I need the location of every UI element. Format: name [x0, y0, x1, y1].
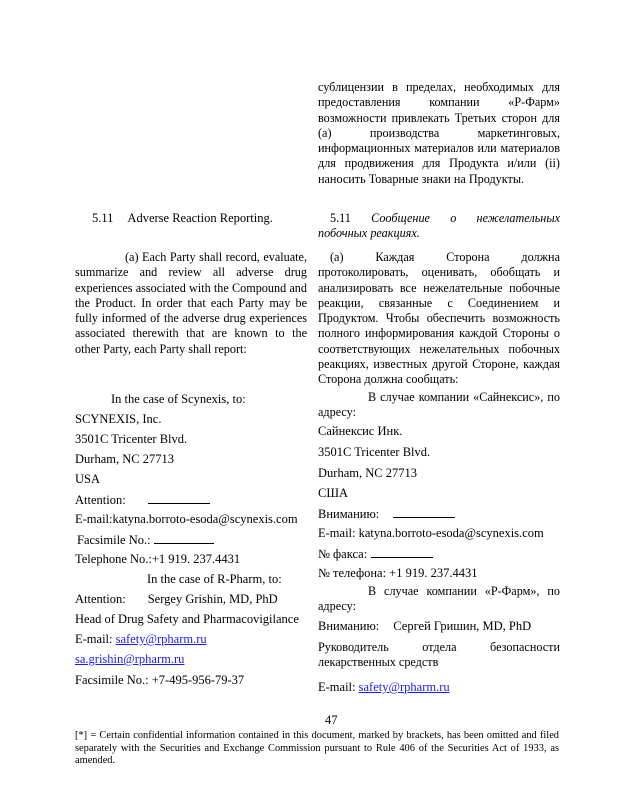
rpharm-email-label-en: E-mail: — [75, 632, 113, 646]
attention-line-ru — [318, 506, 455, 522]
paragraph-a-en: (a) Each Party shall record, evaluate, summarize and review all adverse drug experiences associated with the Compound and the Product. In order that each Party may be fully informed of the adverse drug experiences associated therewith that are known to the other Party, each Party shall report: — [75, 250, 307, 356]
company-name-en: SCYNEXIS, Inc. — [75, 412, 162, 426]
rpharm-heading-ru: В случае компании «Р-Фарм», по адресу: — [318, 584, 560, 614]
rpharm-email-line-ru — [318, 680, 450, 695]
attention-line-en — [75, 492, 210, 508]
city-en: Durham, NC 27713 — [75, 452, 174, 466]
rpharm-attention-label-ru: Вниманию: — [318, 619, 380, 633]
attention-blank-en — [148, 492, 210, 504]
rpharm-email2-link-en[interactable]: sa.grishin@rpharm.ru — [75, 652, 185, 666]
rpharm-attention-label-en: Attention: — [75, 592, 126, 606]
email-line-ru: E-mail: katyna.borroto-esoda@scynexis.com — [318, 526, 544, 540]
email-line-en: E-mail:katyna.borroto-esoda@scynexis.com — [75, 512, 298, 526]
country-en: USA — [75, 472, 101, 486]
fax-line-ru — [318, 546, 433, 562]
scynexis-heading-en: In the case of Scynexis, to: — [111, 392, 246, 406]
paragraph-a-ru: (а) Каждая Сторона должна протоколировать, оценивать, обобщать и анализировать все нежелательные побочные реакции, связанные с Соединением и Продуктом. Чтобы обеспечить возможность полного информирования каждой Стороны о соответствующих нежелательных побочных реакциях, известных другой Стороне, каждая Сторона должна сообщать: — [318, 250, 560, 387]
facsimile-blank-en — [154, 532, 214, 544]
rpharm-role-ru: Руководитель отдела безопасности лекарственных средств — [318, 640, 560, 670]
street-ru: 3501C Tricenter Blvd. — [318, 445, 431, 459]
rpharm-attention-ru — [318, 619, 531, 634]
section-heading-en — [92, 211, 273, 226]
street-en: 3501C Tricenter Blvd. — [75, 432, 188, 446]
rpharm-email-link-ru[interactable]: safety@rpharm.ru — [358, 680, 450, 694]
facsimile-label-en: Facsimile No.: — [77, 533, 151, 547]
attention-blank-ru — [393, 506, 455, 518]
footnote: [*] = Certain confidential information contained in this document, marked by brackets, has been omitted and filed separately with the Securities and Exchange Commission pursuant to Rule 406 of the Securities Act of 1933, as amended. — [75, 730, 559, 767]
rpharm-attention-name-en: Sergey Grishin, MD, PhD — [147, 592, 278, 606]
section-number-ru: 5.11 — [330, 211, 351, 225]
rpharm-attention-en — [75, 592, 278, 607]
section-heading-ru — [318, 211, 560, 242]
attention-label-ru: Вниманию: — [318, 507, 380, 521]
rpharm-fax-en: Facsimile No.: +7-495-956-79-37 — [75, 673, 245, 687]
rpharm-heading-en: In the case of R-Pharm, to: — [147, 572, 282, 586]
rpharm-email-link-en[interactable]: safety@rpharm.ru — [115, 632, 207, 646]
rpharm-email-line-en — [75, 632, 207, 647]
section-number-en: 5.11 — [92, 211, 114, 225]
rpharm-role-en: Head of Drug Safety and Pharmacovigilance — [75, 612, 299, 626]
section-title-en: Adverse Reaction Reporting. — [127, 211, 273, 225]
continuation-paragraph-ru: сублицензии в пределах, необходимых для предоставления компании «Р-Фарм» возможности привлекать Третьих сторон для (а) производства маркетинговых, информационных материалов или материалов для продвижения для Продукта и/или (ii) наносить Товарные знаки на Продукты. — [318, 80, 560, 186]
country-ru: США — [318, 486, 348, 500]
scynexis-heading-ru: В случае компании «Сайнексис», по адресу: — [318, 390, 560, 420]
telephone-ru: № телефона: +1 919. 237.4431 — [318, 566, 478, 580]
telephone-en: Telephone No.:+1 919. 237.4431 — [75, 552, 241, 566]
facsimile-line-en — [77, 532, 214, 548]
rpharm-email2-line-en — [75, 652, 184, 667]
city-ru: Durham, NC 27713 — [318, 466, 417, 480]
page-number: 47 — [325, 713, 338, 727]
section-title-ru: Сообщение о нежелательных побочных реакциях. — [318, 211, 560, 241]
fax-label-ru: № факса: — [318, 547, 368, 561]
fax-blank-ru — [371, 546, 433, 558]
rpharm-attention-name-ru: Сергей Гришин, MD, PhD — [393, 619, 532, 633]
company-name-ru: Сайнексис Инк. — [318, 424, 403, 438]
attention-label-en: Attention: — [75, 493, 126, 507]
rpharm-email-label-ru: E-mail: — [318, 680, 356, 694]
